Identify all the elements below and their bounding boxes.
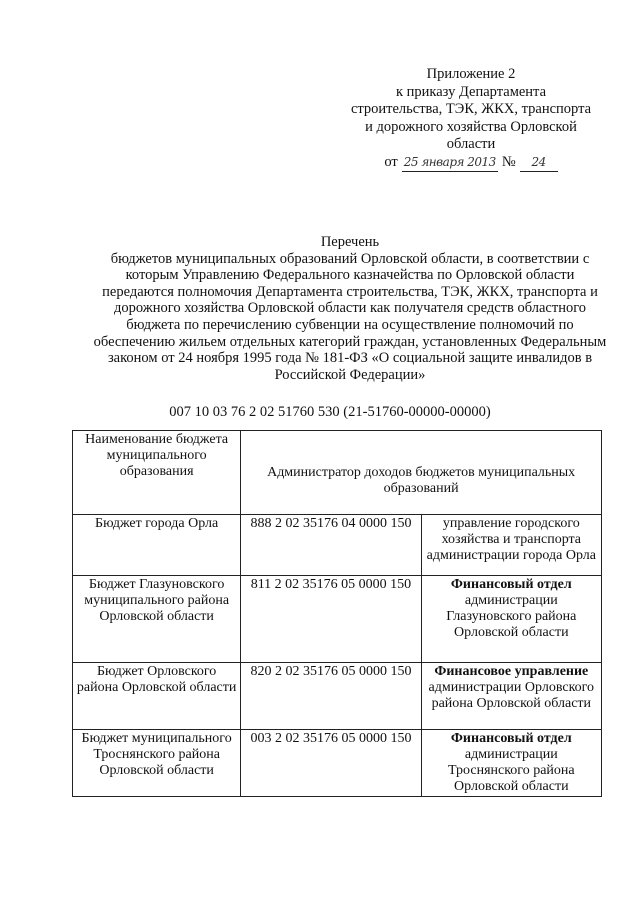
table-row bbox=[73, 515, 602, 576]
handwritten-date: 25 января 2013 bbox=[402, 154, 498, 173]
income-code-cell: 888 2 02 35176 04 0000 150 bbox=[241, 515, 421, 576]
date-prefix: от bbox=[384, 153, 398, 170]
heading-body: бюджетов муниципальных образований Орловской области, в соответствии с которым Управлению Федерального казначейства по Орловской области передаются полномочия Департамента строительства, ТЭК, ЖКХ, транспорта и дорожного хозяйства Орловской области как получателя средств областного бюджета по перечислению субвенции на осуществление полномочий по обеспечению жильем отдельных категорий граждан, установленных Федеральным законом от 24 ноября 1995 года № 181-ФЗ «О социальной защите инвалидов в Российской Федерации» bbox=[93, 250, 607, 383]
heading-title: Перечень bbox=[320, 234, 380, 250]
administrator-cell bbox=[421, 663, 601, 730]
administrator-name-bold: Финансовый отдел bbox=[450, 731, 572, 746]
appendix-title: Приложение 2 bbox=[426, 66, 516, 82]
table-header-row bbox=[73, 431, 602, 515]
budget-name-cell: Бюджет Орловского района Орловской области bbox=[73, 663, 241, 730]
administrator-cell bbox=[421, 730, 601, 797]
income-code-cell: 003 2 02 35176 05 0000 150 bbox=[241, 730, 421, 797]
administrator-name: администрации Троснянского района Орловской области bbox=[448, 747, 575, 794]
order-date-line bbox=[346, 154, 596, 173]
budget-name-cell: Бюджет города Орла bbox=[73, 515, 241, 576]
administrator-name: администрации Глазуновского района Орловской области bbox=[446, 593, 577, 640]
handwritten-number: 24 bbox=[520, 154, 558, 173]
administrator-cell bbox=[421, 515, 601, 576]
document-heading bbox=[90, 234, 610, 383]
header-budget-name: Наименование бюджета муниципального образования bbox=[73, 431, 241, 515]
administrator-name-bold: Финансовое управление bbox=[434, 664, 589, 679]
income-code-cell: 820 2 02 35176 05 0000 150 bbox=[241, 663, 421, 730]
administrator-cell bbox=[421, 576, 601, 663]
administrator-name: управление городского хозяйства и транспорта администрации города Орла bbox=[426, 516, 596, 563]
budget-name-cell: Бюджет Глазуновского муниципального района Орловской области bbox=[73, 576, 241, 663]
number-prefix: № bbox=[501, 153, 516, 170]
administrator-name-bold: Финансовый отдел bbox=[450, 577, 572, 592]
income-code-cell: 811 2 02 35176 05 0000 150 bbox=[241, 576, 421, 663]
appendix-line: области bbox=[446, 136, 496, 152]
appendix-block bbox=[346, 66, 596, 172]
administrators-table bbox=[72, 430, 602, 797]
table-row bbox=[73, 730, 602, 797]
appendix-line: строительства, ТЭК, ЖКХ, транспорта bbox=[350, 101, 592, 117]
appendix-line: к приказу Департамента bbox=[395, 83, 547, 100]
budget-classification-code: 007 10 03 76 2 02 51760 530 (21-51760-00000-00000) bbox=[169, 404, 491, 420]
appendix-line: и дорожного хозяйства Орловской bbox=[365, 118, 577, 135]
header-administrator: Администратор доходов бюджетов муниципальных образований bbox=[241, 431, 602, 515]
table-row bbox=[73, 576, 602, 663]
table-row bbox=[73, 663, 602, 730]
budget-name-cell: Бюджет муниципального Троснянского района Орловской области bbox=[73, 730, 241, 797]
administrator-name: администрации Орловского района Орловской области bbox=[428, 680, 595, 711]
